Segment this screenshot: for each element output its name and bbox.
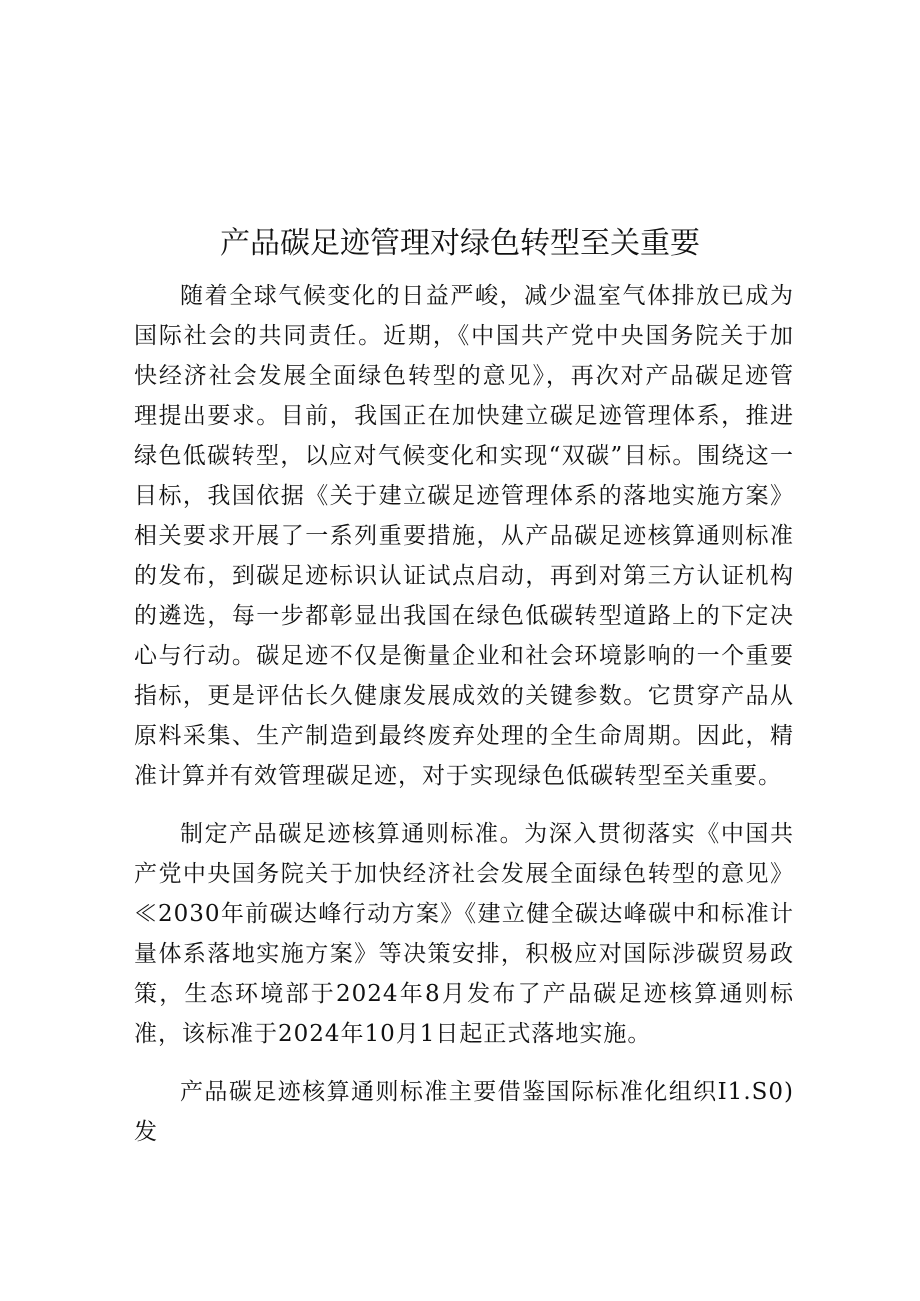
document-title: 产品碳足迹管理对绿色转型至关重要 xyxy=(220,226,700,261)
paragraph-standard: 制定产品碳足迹核算通则标准。为深入贯彻落实《中国共产党中央国务院关于加快经济社会发展全面绿色转型的意见》≪2030年前碳达峰行动方案》《建立健全碳达峰碳中和标准计量体系落地实施方案》等决策安排，积极应对国际涉碳贸易政策，生态环境部于2024年8月发布了产品碳足迹核算通则标准，该标准于2024年10月1日起正式落地实施。 xyxy=(134,821,794,1047)
document-body xyxy=(134,276,794,1152)
paragraph-intro: 随着全球气候变化的日益严峻，减少温室气体排放已成为国际社会的共同责任。近期，《中国共产党中央国务院关于加快经济社会发展全面绿色转型的意见》，再次对产品碳足迹管理提出要求。目前，我国正在加快建立碳足迹管理体系，推进绿色低碳转型，以应对气候变化和实现“双碳”目标。围绕这一目标，我国依据《关于建立碳足迹管理体系的落地实施方案》相关要求开展了一系列重要措施，从产品碳足迹核算通则标准的发布，到碳足迹标识认证试点启动，再到对第三方认证机构的遴选，每一步都彰显出我国在绿色低碳转型道路上的下定决心与行动。碳足迹不仅是衡量企业和社会环境影响的一个重要指标，更是评估长久健康发展成效的关键参数。它贯穿产品从原料采集、生产制造到最终废弃处理的全生命周期。因此，精准计算并有效管理碳足迹，对于实现绿色低碳转型至关重要。 xyxy=(134,283,794,789)
paragraph-iso: 产品碳足迹核算通则标准主要借鉴国际标准化组织I1.S0)发 xyxy=(134,1079,794,1145)
